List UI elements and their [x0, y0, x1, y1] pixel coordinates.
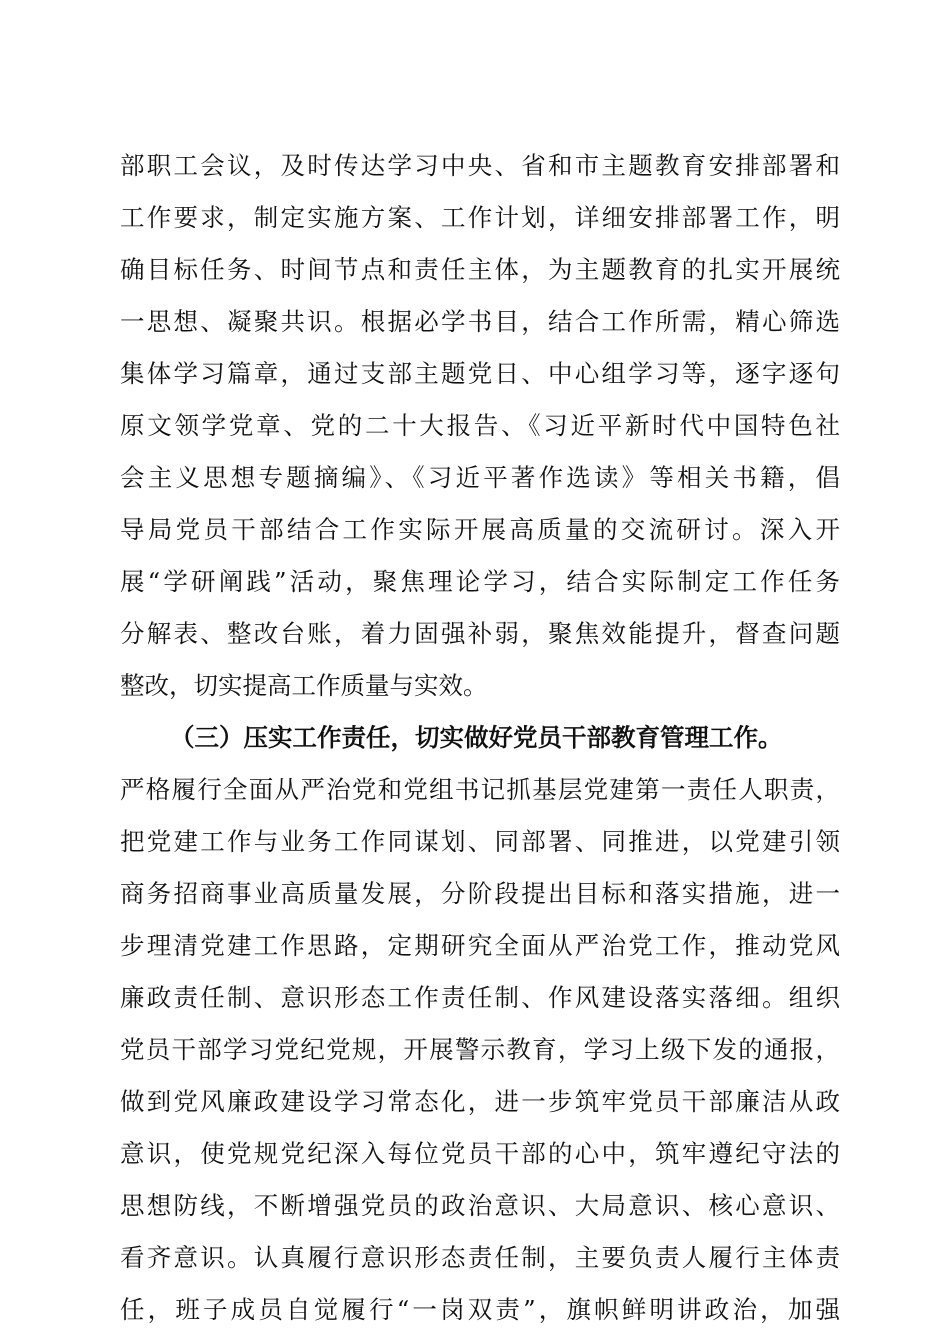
text-line: 廉政责任制、意识形态工作责任制、作风建设落实落细。组织 [120, 983, 840, 1012]
text-line: 导局党员干部结合工作实际开展高质量的交流研讨。深入开 [120, 515, 840, 544]
text-line: 集体学习篇章，通过支部主题党日、中心组学习等，逐字逐句 [120, 359, 840, 388]
text-line: 工作要求，制定实施方案、工作计划，详细安排部署工作，明 [120, 203, 840, 232]
text-line: 确目标任务、时间节点和责任主体，为主题教育的扎实开展统 [120, 255, 840, 284]
text-line: 意识，使党规党纪深入每位党员干部的心中，筑牢遵纪守法的 [120, 1139, 840, 1168]
section-heading: （三）压实工作责任，切实做好党员干部教育管理工作。 [170, 723, 783, 752]
text-line: 把党建工作与业务工作同谋划、同部署、同推进，以党建引领 [120, 827, 840, 856]
text-line: 商务招商事业高质量发展，分阶段提出目标和落实措施，进一 [120, 879, 840, 908]
text-line: 展“学研阐践”活动，聚焦理论学习，结合实际制定工作任务 [120, 567, 840, 596]
text-line: 思想防线，不断增强党员的政治意识、大局意识、核心意识、 [120, 1191, 840, 1220]
text-line: 任，班子成员自觉履行“一岗双责”，旗帜鲜明讲政治，加强 [120, 1295, 840, 1324]
text-line: 看齐意识。认真履行意识形态责任制，主要负责人履行主体责 [120, 1243, 840, 1272]
body-text [120, 140, 840, 1336]
text-line: 严格履行全面从严治党和党组书记抓基层党建第一责任人职责， [120, 775, 840, 804]
text-line: 部职工会议，及时传达学习中央、省和市主题教育安排部署和 [120, 151, 840, 180]
paragraph-end-line: 整改，切实提高工作质量与实效。 [120, 671, 488, 700]
text-line: 做到党风廉政建设学习常态化，进一步筑牢党员干部廉洁从政 [120, 1087, 840, 1116]
text-line: 会主义思想专题摘编》、《习近平著作选读》等相关书籍，倡 [120, 463, 840, 492]
text-line: 步理清党建工作思路，定期研究全面从严治党工作，推动党风 [120, 931, 840, 960]
text-line: 原文领学党章、党的二十大报告、《习近平新时代中国特色社 [120, 411, 840, 440]
text-line: 党员干部学习党纪党规，开展警示教育，学习上级下发的通报， [120, 1035, 840, 1064]
text-line: 一思想、凝聚共识。根据必学书目，结合工作所需，精心筛选 [120, 307, 840, 336]
text-line: 分解表、整改台账，着力固强补弱，聚焦效能提升，督查问题 [120, 619, 840, 648]
